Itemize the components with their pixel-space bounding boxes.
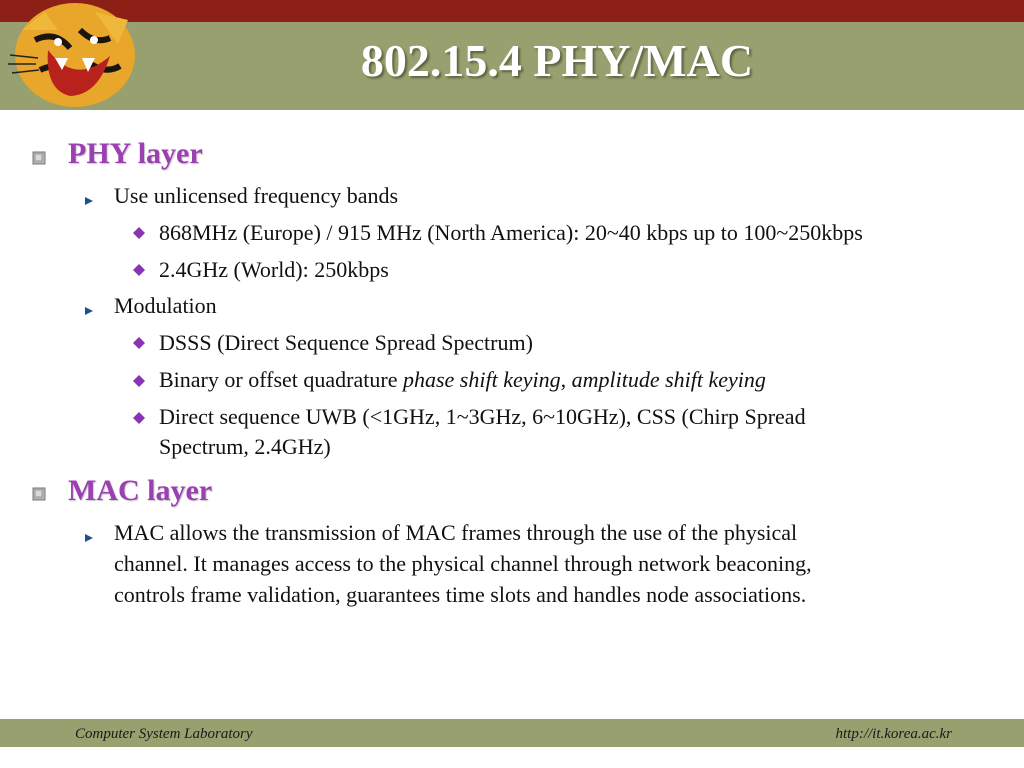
frequency-subitem-868: 868MHz (Europe) / 915 MHz (North America): 20~40 kbps up to 100~250kbps (159, 220, 863, 245)
section-heading-phy: PHY layer (68, 137, 203, 170)
title-container (0, 32, 1024, 92)
phy-item-modulation: Modulation (114, 293, 217, 318)
modulation-subitem-psk-prefix: Binary or offset quadrature (159, 367, 403, 392)
section-heading-mac: MAC layer (68, 474, 213, 507)
modulation-subitem-uwb-line2: Spectrum, 2.4GHz) (159, 434, 331, 459)
modulation-subitem-uwb-line1: Direct sequence UWB (<1GHz, 1~3GHz, 6~10GHz), CSS (Chirp Spread (159, 404, 806, 429)
diamond-bullet-icon (133, 227, 145, 239)
diamond-bullet-icon (133, 264, 145, 276)
footer-lab-name: Computer System Laboratory (75, 726, 253, 742)
mac-description-line1: MAC allows the transmission of MAC frames through the use of the physical (114, 520, 798, 545)
diamond-bullet-icon (133, 375, 145, 387)
modulation-subitem-psk (159, 364, 766, 395)
phy-item-frequency-bands: Use unlicensed frequency bands (114, 183, 399, 208)
tiger-logo-icon (0, 0, 150, 115)
triangle-bullet-icon (84, 306, 94, 316)
mac-description-line3: controls frame validation, guarantees time slots and handles node associations. (114, 582, 807, 607)
modulation-subitem-psk-italic: phase shift keying, amplitude shift keying (402, 367, 766, 392)
diamond-bullet-icon (133, 412, 145, 424)
footer-url[interactable]: http://it.korea.ac.kr (835, 726, 952, 742)
top-color-band (0, 0, 1024, 22)
diamond-bullet-icon (133, 337, 145, 349)
square-bullet-icon (32, 487, 46, 501)
frequency-subitem-24ghz: 2.4GHz (World): 250kbps (159, 257, 389, 282)
triangle-bullet-icon (84, 196, 94, 206)
slide-title: 802.15.4 PHY/MAC (360, 35, 754, 86)
mac-description-line2: channel. It manages access to the physical channel through network beaconing, (114, 551, 812, 576)
footer-bottom-margin (0, 747, 1024, 768)
triangle-bullet-icon (84, 533, 94, 543)
modulation-subitem-dsss: DSSS (Direct Sequence Spread Spectrum) (159, 330, 533, 355)
square-bullet-icon (32, 151, 46, 165)
